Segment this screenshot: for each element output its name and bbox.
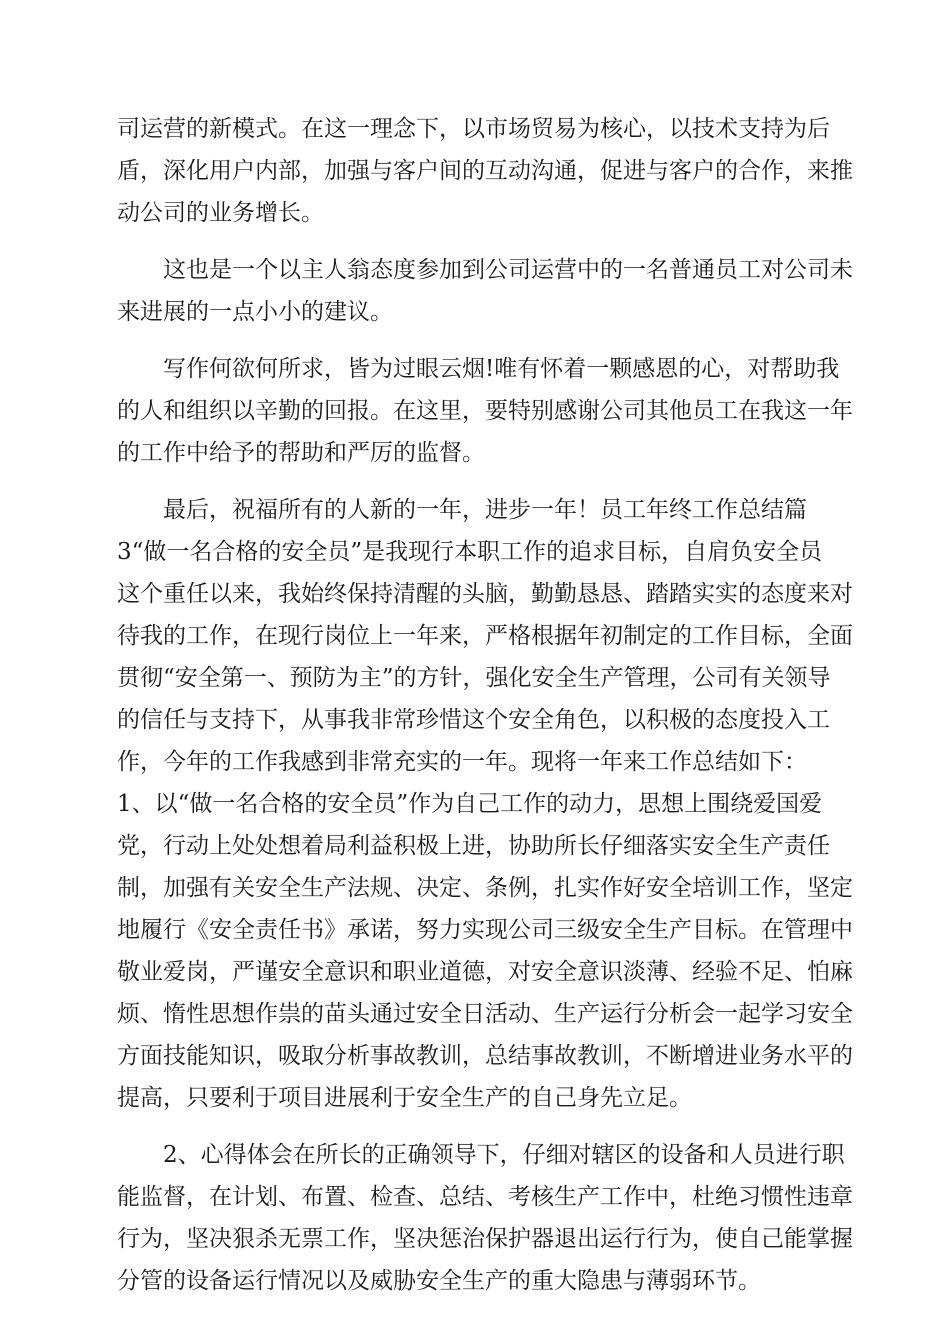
text-line: 烦、惰性思想作祟的苗头通过安全日活动、生产运行分析会一起学习安全 xyxy=(117,1001,853,1027)
text-line: 党，行动上处处想着局利益积极上进，协助所长仔细落实安全生产责任 xyxy=(117,833,830,859)
text-line: 1、以“做一名合格的安全员”作为自己工作的动力，思想上围绕爱国爱 xyxy=(117,791,823,817)
text-line: 作，今年的工作我感到非常充实的一年。现将一年来工作总结如下： xyxy=(117,749,807,775)
text-line: 提高，只要利于项目进展利于安全生产的自己身先立足。 xyxy=(117,1085,692,1111)
text-line: 敬业爱岗，严谨安全意识和职业道德，对安全意识淡薄、经验不足、怕麻 xyxy=(117,959,853,985)
paragraph-4 xyxy=(117,489,853,1119)
text-line: 方面技能知识，吸取分析事故教训，总结事故教训，不断增进业务水平的 xyxy=(117,1043,853,1069)
text-line: 3“做一名合格的安全员”是我现行本职工作的追求目标，自肩负安全员 xyxy=(117,539,823,565)
text-line: 这个重任以来，我始终保持清醒的头脑，勤勤恳恳、踏踏实实的态度来对 xyxy=(117,581,853,607)
document-body xyxy=(117,108,853,1302)
text-line: 行为，坚决狠杀无票工作，坚决惩治保护器退出运行行为，使自己能掌握 xyxy=(117,1226,853,1252)
text-line: 能监督，在计划、布置、检查、总结、考核生产工作中，杜绝习惯性违章 xyxy=(117,1184,853,1210)
paragraph-2 xyxy=(117,249,853,333)
paragraph-1 xyxy=(117,108,853,234)
text-line: 地履行《安全责任书》承诺，努力实现公司三级安全生产目标。在管理中 xyxy=(117,917,853,943)
text-line: 2、心得体会在所长的正确领导下，仔细对辖区的设备和人员进行职 xyxy=(163,1142,845,1168)
paragraph-5 xyxy=(117,1134,853,1302)
text-line: 司运营的新模式。在这一理念下，以市场贸易为核心，以技术支持为后 xyxy=(117,116,830,142)
text-line: 盾，深化用户内部，加强与客户间的互动沟通，促进与客户的合作，来推 xyxy=(117,158,853,184)
text-line: 来进展的一点小小的建议。 xyxy=(117,299,393,325)
text-line: 分管的设备运行情况以及威胁安全生产的重大隐患与薄弱环节。 xyxy=(117,1268,761,1294)
text-line: 最后，祝福所有的人新的一年，进步一年！员工年终工作总结篇 xyxy=(163,497,807,523)
text-line: 的信任与支持下，从事我非常珍惜这个安全角色，以积极的态度投入工 xyxy=(117,707,830,733)
text-line: 写作何欲何所求，皆为过眼云烟!唯有怀着一颗感恩的心，对帮助我 xyxy=(163,356,840,382)
text-line: 动公司的业务增长。 xyxy=(117,200,324,226)
text-line: 这也是一个以主人翁态度参加到公司运营中的一名普通员工对公司未 xyxy=(163,257,853,283)
text-line: 待我的工作，在现行岗位上一年来，严格根据年初制定的工作目标，全面 xyxy=(117,623,853,649)
text-line: 的人和组织以辛勤的回报。在这里，要特别感谢公司其他员工在我这一年 xyxy=(117,398,853,424)
paragraph-3 xyxy=(117,348,853,474)
text-line: 的工作中给予的帮助和严厉的监督。 xyxy=(117,440,485,466)
text-line: 贯彻“安全第一、预防为主”的方针，强化安全生产管理，公司有关领导 xyxy=(117,665,831,691)
text-line: 制，加强有关安全生产法规、决定、条例，扎实作好安全培训工作，坚定 xyxy=(117,875,853,901)
